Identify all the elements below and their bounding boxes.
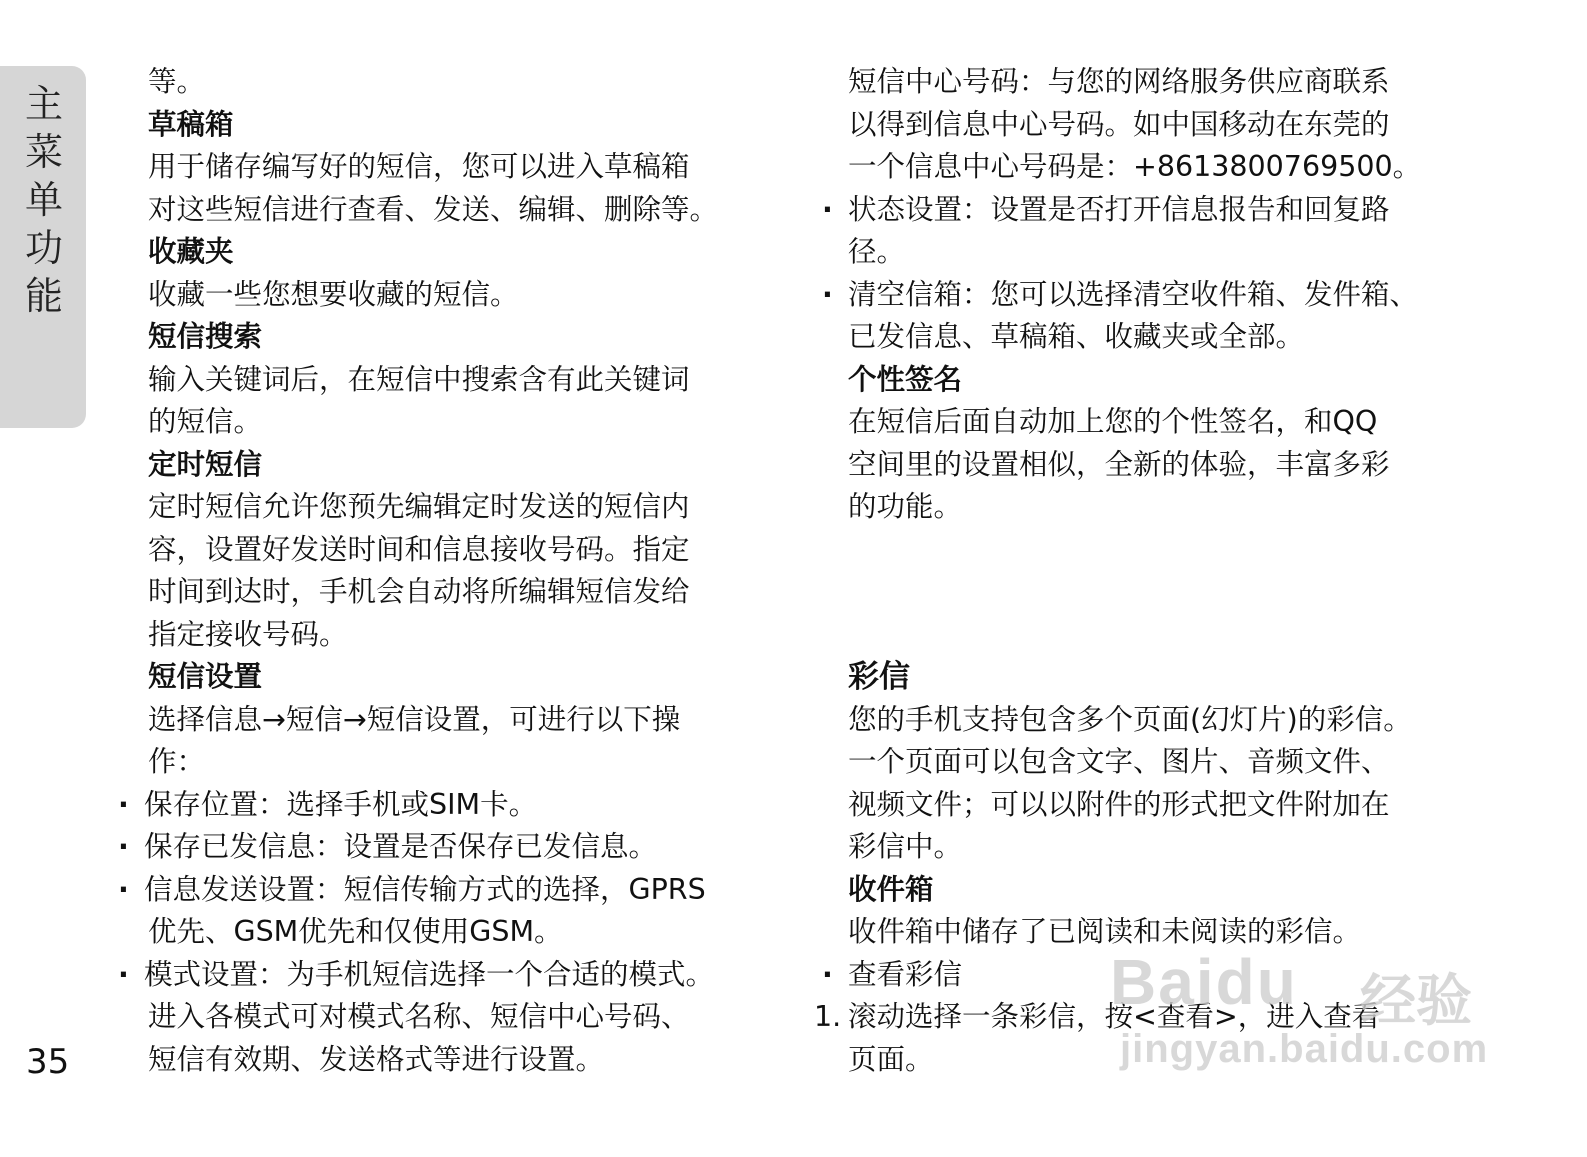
text-line: 在短信后面自动加上您的个性签名，和QQ xyxy=(848,405,1378,438)
numbered-item xyxy=(814,996,1568,1039)
watermark-url: jingyan.baidu.com xyxy=(1120,1027,1489,1071)
text-line: 视频文件；可以以附件的形式把文件附加在 xyxy=(848,787,1390,821)
text-line: 指定接收号码。 xyxy=(148,617,348,651)
text-line: 用于储存编写好的短信，您可以进入草稿箱 xyxy=(148,150,690,183)
text-line: 短信有效期、发送格式等进行设置。 xyxy=(148,1042,605,1076)
right-column xyxy=(814,61,1568,1081)
text-line: 彩信中。 xyxy=(848,830,963,863)
text-line: 径。 xyxy=(848,235,906,268)
text-line: 对这些短信进行查看、发送、编辑、删除等。 xyxy=(148,192,719,226)
text-line: 短信中心号码：与您的网络服务供应商联系 xyxy=(848,65,1390,98)
text-line: 以得到信息中心号码。如中国移动在东莞的 xyxy=(848,107,1390,141)
text-line: 选择信息→短信→短信设置，可进行以下操 xyxy=(148,702,681,736)
bullet-item: · 模式设置：为手机短信选择一个合适的模式。 xyxy=(144,954,788,997)
text-line: 的短信。 xyxy=(148,405,263,438)
bullet-item: · 清空信箱：您可以选择清空收件箱、发件箱、 xyxy=(848,274,1568,317)
text-line: 页面。 xyxy=(848,1042,934,1076)
watermark-logo: Baidu xyxy=(1110,946,1298,1018)
page-number: 35 xyxy=(26,1042,70,1082)
heading-inbox: 收件箱 xyxy=(848,872,934,906)
text-line: 容，设置好发送时间和信息接收号码。指定 xyxy=(148,532,690,566)
left-column xyxy=(144,61,788,1081)
text-line: 已发信息、草稿箱、收藏夹或全部。 xyxy=(848,320,1305,353)
text-line: 时间到达时，手机会自动将所编辑短信发给 xyxy=(148,575,690,608)
watermark-cn: 经验 xyxy=(1360,969,1472,1034)
text-line: 一个页面可以包含文字、图片、音频文件、 xyxy=(848,745,1390,778)
text-line: 的功能。 xyxy=(848,490,963,523)
text-line: 进入各模式可对模式名称、短信中心号码、 xyxy=(148,1000,690,1033)
text-line: 等。 xyxy=(148,65,206,98)
bullet-item: · 保存位置：选择手机或SIM卡。 xyxy=(144,784,788,827)
numbered-item-text: 滚动选择一条彩信，按<查看>，进入查看 xyxy=(848,1000,1381,1033)
heading-search: 短信搜索 xyxy=(148,320,263,353)
heading-signature: 个性签名 xyxy=(848,362,963,396)
heading-drafts: 草稿箱 xyxy=(148,107,234,141)
text-line: 收藏一些您想要收藏的短信。 xyxy=(148,277,519,311)
text-line: 您的手机支持包含多个页面(幻灯片)的彩信。 xyxy=(848,702,1412,736)
bullet-item: · 信息发送设置：短信传输方式的选择，GPRS xyxy=(144,869,788,912)
text-line: 空间里的设置相似，全新的体验，丰富多彩 xyxy=(848,447,1390,481)
heading-favorites: 收藏夹 xyxy=(148,235,234,268)
numbered-item-label: 1. xyxy=(814,1000,842,1033)
text-line: 一个信息中心号码是：+8613800769500。 xyxy=(848,150,1422,183)
text-line: 定时短信允许您预先编辑定时发送的短信内 xyxy=(148,490,690,523)
bullet-item: · 查看彩信 xyxy=(848,954,1568,997)
bullet-item: · 状态设置：设置是否打开信息报告和回复路 xyxy=(848,189,1568,232)
text-line: 优先、GSM优先和仅使用GSM。 xyxy=(148,915,563,948)
heading-sms-settings: 短信设置 xyxy=(148,660,263,693)
heading-mms: 彩信 xyxy=(848,659,910,695)
text-line: 作： xyxy=(148,745,206,778)
text-line: 收件箱中储存了已阅读和未阅读的彩信。 xyxy=(848,915,1362,948)
chapter-tab-label: 主菜单功能 xyxy=(24,82,63,318)
text-line: 输入关键词后，在短信中搜索含有此关键词 xyxy=(148,362,690,396)
heading-timed-sms: 定时短信 xyxy=(148,447,263,481)
bullet-item: · 保存已发信息：设置是否保存已发信息。 xyxy=(144,826,788,869)
